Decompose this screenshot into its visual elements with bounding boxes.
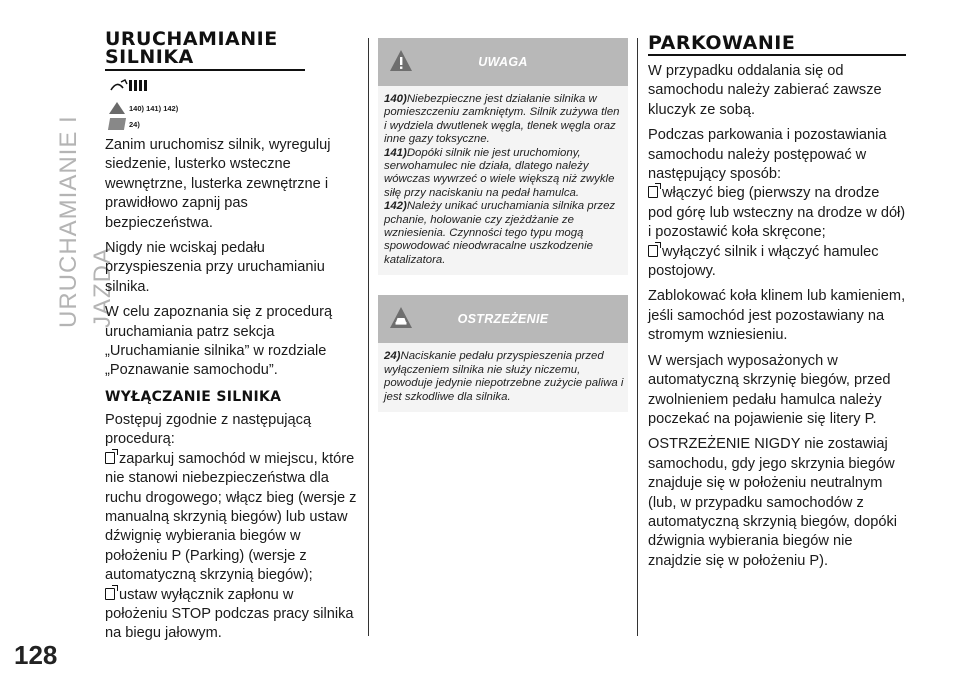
paragraph: W celu zapoznania się z procedurą uruchamiania patrz sekcja „Uruchamianie silnika” w rozdziale „Poznawanie samochodu”. <box>105 304 333 379</box>
subsection-title: WYŁĄCZANIE SILNIKA <box>105 388 282 405</box>
paragraph: Zanim uruchomisz silnik, wyreguluj siedzenie, lusterko wsteczne wewnętrzne, lusterka zewnętrzne i prawidłowo zapnij pas bezpieczeństwa. <box>105 137 331 231</box>
column-divider <box>637 38 638 636</box>
paragraph: Nigdy nie wciskaj pedału przyspieszenia przy uruchamianiu silnika. <box>105 240 325 295</box>
column-warnings <box>378 38 628 412</box>
fuel-symbol-row <box>109 76 358 98</box>
notice-box-body <box>378 343 628 412</box>
bullet-icon <box>105 452 115 464</box>
warning-item: 140)Niebezpieczne jest działanie silnika w pomieszczeniu zamkniętym. Silnik zużywa tlen i wydziela dwutlenek węgla, tlenek węgla oraz inne gazy toksyczne. <box>384 93 620 146</box>
column-divider <box>368 38 369 636</box>
section-title: URUCHAMIANIE SILNIKA <box>105 30 305 71</box>
warning-triangle-icon <box>388 48 414 74</box>
bullet-item: ustaw wyłącznik zapłonu w położeniu STOP podczas pracy silnika na biegu jałowym. <box>105 586 354 642</box>
notice-car-icon <box>388 305 414 331</box>
page-number: 128 <box>14 640 58 670</box>
notice-box-header <box>378 295 628 343</box>
notice-title: OSTRZEŻENIE <box>457 312 549 327</box>
chapter-title: URUCHAMIANIE I JAZDA <box>55 115 116 328</box>
notice-icon <box>108 118 126 130</box>
ignition-key-icon <box>109 76 153 96</box>
paragraph: W wersjach wyposażonych w automatyczną skrzynię biegów, przed zwolnieniem pedału hamulca należy poczekać na pojawienie się litery P. <box>648 352 891 427</box>
warning-box-body <box>378 86 628 275</box>
warning-item: 141)Dopóki silnik nie jest uruchomiony, serwohamulec nie działa, dlatego należy wówczas wywrzeć o wiele większą niż zwykle siłę przy naciskaniu na pedał hamulca. <box>384 146 615 199</box>
notice-refs: 24) <box>109 118 358 130</box>
bullet-item: włączyć bieg (pierwszy na drodze pod górę lub wsteczny na drodze w dół) i pozostawić koła skręcone; <box>648 185 906 241</box>
column-engine-start <box>105 30 358 650</box>
warning-triangle-icon <box>109 102 125 114</box>
chapter-side-tab <box>52 28 116 328</box>
bullet-icon <box>648 245 658 257</box>
warning-box-header <box>378 38 628 86</box>
section-title: PARKOWANIE <box>648 30 906 56</box>
paragraph: OSTRZEŻENIE NIGDY nie zostawiaj samochodu, gdy jego skrzynia biegów znajduje się w położeniu neutralnym (lub, w przypadku samochodów z automatyczną skrzynią biegów, dopóki dźwignia wybierania biegów nie znajdzie się w położeniu P). <box>648 436 898 569</box>
bullet-item: zaparkuj samochód w miejscu, które nie stanowi niebezpieczeństwa dla ruchu drogowego; włącz bieg (wersje z manualną skrzynią biegów) lub ustaw dźwignię wybierania biegów w położeniu P (Parking) (wersje z automatyczną skrzynią biegów); <box>105 450 357 584</box>
bullet-icon <box>105 588 115 600</box>
warning-title: UWAGA <box>478 55 528 69</box>
warning-refs: 140) 141) 142) <box>109 102 358 114</box>
bullet-item: wyłączyć silnik i włączyć hamulec postojowy. <box>648 243 879 280</box>
column-parking <box>648 30 906 577</box>
paragraph: Podczas parkowania i pozostawiania samochodu należy postępować w następujący sposób: <box>648 127 887 183</box>
warning-item: 142)Należy unikać uruchamiania silnika przez pchanie, holowanie czy zjeżdżanie ze wzniesienia. Czynności tego typu mogą spowodować nieodwracalne uszkodzenie katalizatora. <box>384 200 616 266</box>
bullet-icon <box>648 186 658 198</box>
notice-item: 24)Naciskanie pedału przyspieszenia przed wyłączeniem silnika nie służy niczemu, powoduje jedynie niepotrzebne zużycie paliwa i jest szkodliwe dla silnika. <box>384 350 624 403</box>
paragraph: Postępuj zgodnie z następującą procedurą: <box>105 411 312 448</box>
paragraph: Zablokować koła klinem lub kamieniem, jeśli samochód jest pozostawiany na stromym wzniesieniu. <box>648 288 906 344</box>
paragraph: W przypadku oddalania się od samochodu należy zabierać zawsze kluczyk ze sobą. <box>648 63 882 118</box>
